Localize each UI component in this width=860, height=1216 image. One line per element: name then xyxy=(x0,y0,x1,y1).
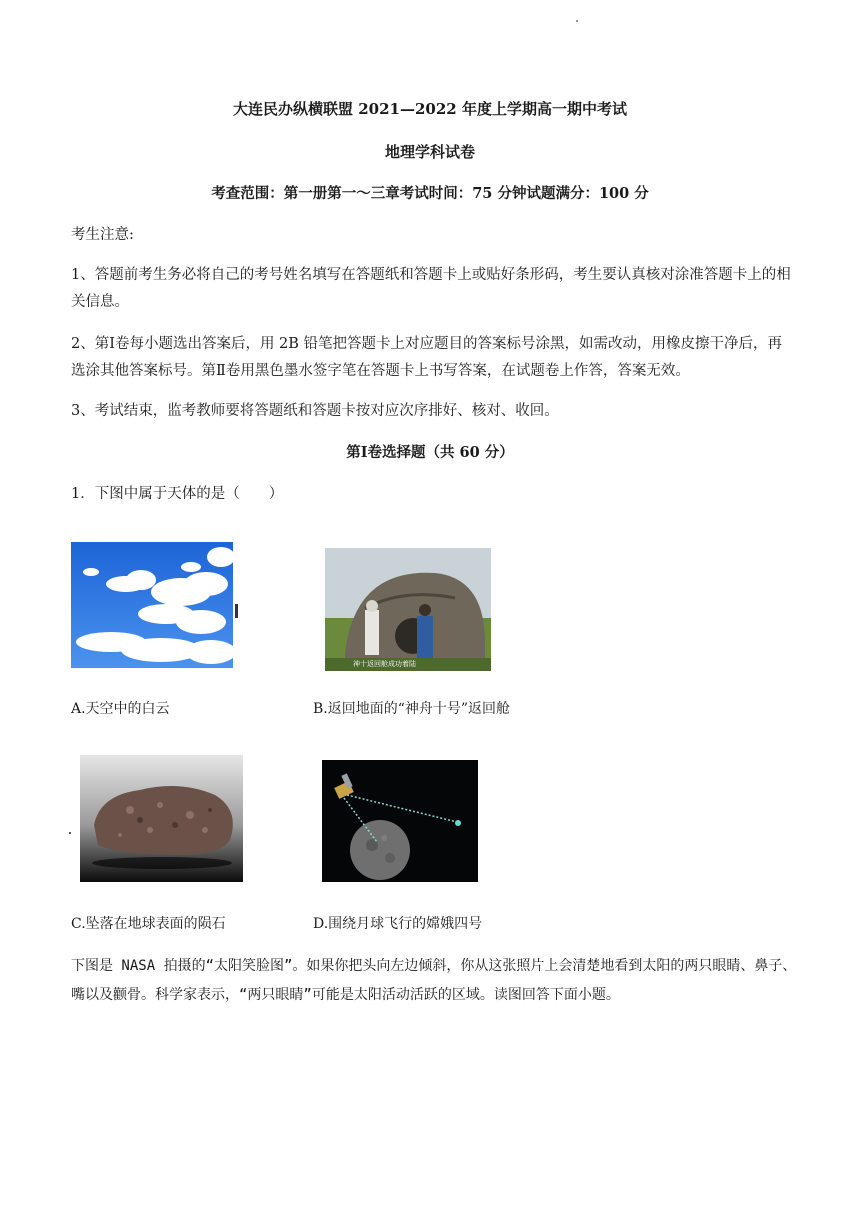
option-d: D.围绕月球飞行的嫦娥四号 xyxy=(313,916,483,932)
exam-title: 大连民办纵横联盟 2021—2022 年度上学期高一期中考试 xyxy=(233,100,627,118)
exam-subject: 地理学科试卷 xyxy=(384,143,475,161)
meteorite-image xyxy=(80,755,243,882)
option-b: B.返回地面的“神舟十号”返回舱 xyxy=(313,701,511,717)
option-c: C.坠落在地球表面的陨石 xyxy=(71,916,226,932)
clouds-image xyxy=(71,542,233,668)
scan-dot xyxy=(576,20,578,22)
capsule-image xyxy=(325,548,491,671)
image-artifact-mark xyxy=(235,604,238,618)
image-artifact-dot xyxy=(69,832,71,834)
note-item-1: 1、答题前考生务必将自己的考号姓名填写在答题纸和答题卡上或贴好条形码，考生要认真核对涂准答题卡上的相关信息。 xyxy=(71,267,791,310)
note-item-2: 2、第Ⅰ卷每小题选出答案后，用 2B 铅笔把答题卡上对应题目的答案标号涂黑，如需改动，用橡皮擦干净后，再选涂其他答案标号。第Ⅱ卷用黑色墨水签字笔在答题卡上书写答案，在试题卷上作答，答案无效。 xyxy=(71,336,783,379)
question-1-stem: 1．下图中属于天体的是（ ） xyxy=(71,486,284,502)
exam-scope: 考查范围：第一册第一～三章考试时间：75 分钟试题满分：100 分 xyxy=(211,185,649,202)
reading-passage: 下图是 NASA 拍摄的“太阳笑脸图”。如果你把头向左边倾斜，你从这张照片上会清楚地看到太阳的两只眼睛、鼻子、嘴以及颧骨。科学家表示，“两只眼睛”可能是太阳活动活跃的区域。读图回答下面小题。 xyxy=(71,958,797,1003)
capsule-image-caption: 神十返回舱成功着陆 xyxy=(353,660,416,668)
notes-heading: 考生注意: xyxy=(71,227,134,243)
change4-image xyxy=(322,760,478,882)
section-title: 第Ⅰ卷选择题（共 60 分） xyxy=(346,444,514,461)
note-item-3: 3、考试结束，监考教师要将答题纸和答题卡按对应次序排好、核对、收回。 xyxy=(71,403,559,419)
option-a: A.天空中的白云 xyxy=(71,701,170,717)
